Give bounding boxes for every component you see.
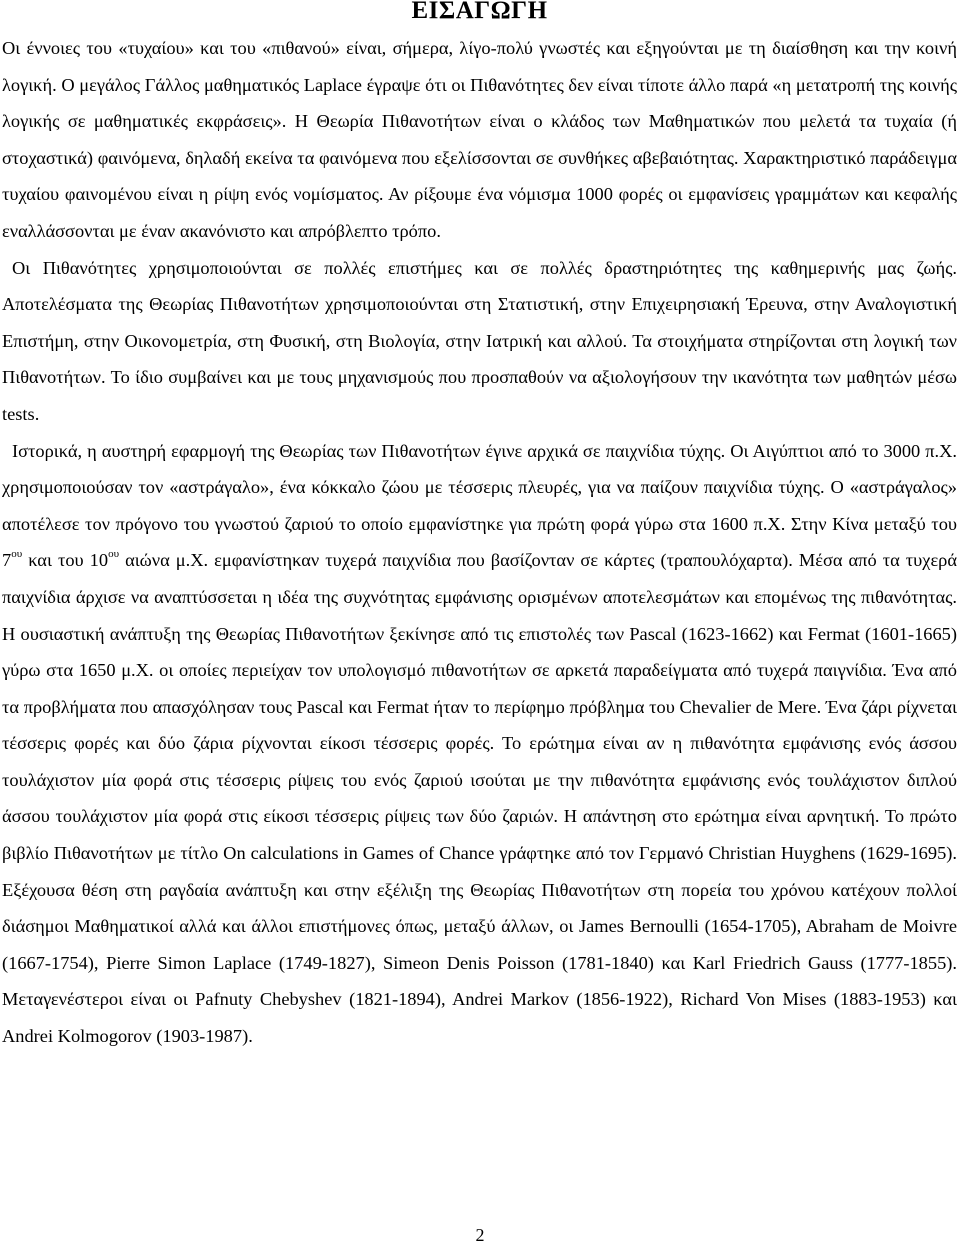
history-text-part-2: και του 10 [22,550,109,571]
ordinal-superscript-10th: ου [108,548,120,561]
document-title: ΕΙΣΑΓΩΓΗ [411,0,548,24]
ordinal-superscript-7th: ου [11,548,23,561]
history-text-part-3: αιώνα μ.Χ. εμφανίστηκαν τυχερά παιχνίδια που βασίζονταν σε κάρτες (τραπουλόχαρτα). Μέσα από τα τυχερά παιχνίδια άρχισε να αναπτύσσεται η ιδέα της συχνότητας εμφάνισης ορισμένων αποτελεσμάτων και επομένως της πιθανότητας. Η ουσιαστική ανάπτυξη της Θεωρίας Πιθανοτήτων ξεκίνησε από τις επιστολές των Pascal (1623-1662) και Fermat (1601-1665) γύρω στα 1650 μ.Χ. οι οποίες περιείχαν τον υπολογισμό πιθανοτήτων σε αρκετά παραδείγματα από τυχερά παιγνίδια. Ένα από τα προβλήματα που απασχόλησαν τους Pascal και Fermat ήταν το περίφημο πρόβλημα του Chevalier de Mere. Ένα ζάρι ρίχνεται τέσσερις φορές και δύο ζάρια ρίχνονται είκοσι τέσσερις φορές. Το ερώτημα είναι αν η πιθανότητα εμφάνισης ενός άσσου τουλάχιστον μία φορά στις τέσσερις ρίψεις του ενός ζαριού ισούται με την πιθανότητα εμφάνισης ενός τουλάχιστον διπλού άσσου τουλάχιστον μία φορά στις είκοσι τέσσερις ρίψεις των δύο ζαριών. Η απάντηση στο ερώτημα είναι αρνητική. Το πρώτο βιβλίο Πιθανοτήτων με τίτλο On calculations in Games of Chance γράφτηκε από τον Γερμανό Christian Huyghens (1629-1695). Εξέχουσα θέση στη ραγδαία ανάπτυξη και στην εξέλιξη της Θεωρίας Πιθανοτήτων στη πορεία του χρόνου κατέχουν πολλοί διάσημοι Μαθηματικοί αλλά και άλλοι επιστήμονες όπως, μεταξύ άλλων, οι James Bernoulli (1654-1705), Abraham de Moivre (1667-1754), Pierre Simon Laplace (1749-1827), Simeon Denis Poisson (1781-1840) και Karl Friedrich Gauss (1777-1855). Μεταγενέστεροι είναι οι Pafnuty Chebyshev (1821-1894), Andrei Markov (1856-1922), Richard Von Mises (1883-1953) και Andrei Kolmogorov (1903-1987). [2,550,957,1047]
document-page [2,0,957,1055]
applications-paragraph: Οι Πιθανότητες χρησιμοποιούνται σε πολλές επιστήμες και σε πολλές δραστηριότητες της καθημερινής μας ζωής. Αποτελέσματα της Θεωρίας Πιθανοτήτων χρησιμοποιούνται στη Στατιστική, στην Επιχειρησιακή Έρευνα, στην Αναλογιστική Επιστήμη, στην Οικονομετρία, στη Φυσική, στη Βιολογία, στην Ιατρική και αλλού. Τα στοιχήματα στηρίζονται στη λογική των Πιθανοτήτων. Το ίδιο συμβαίνει και με τους μηχανισμούς που προσπαθούν να αξιολογήσουν την ικανότητα των μαθητών μέσω tests. [2,257,957,424]
history-text-part-1: Ιστορικά, η αυστηρή εφαρμογή της Θεωρίας των Πιθανοτήτων έγινε αρχικά σε παιχνίδια τύχης. Οι Αιγύπτιοι από το 3000 π.Χ. χρησιμοποιούσαν τον «αστράγαλο», ένα κόκκαλο ζώου με τέσσερις πλευρές, για να παίζουν παιχνίδια τύχης. Ο «αστράγαλος» αποτέλεσε τον πρόγονο του γνωστού ζαριού το οποίο εμφανίστηκε για πρώτη φορά γύρω στα 1600 π.Χ. Στην Κίνα μεταξύ του 7 [2,440,957,571]
history-paragraph [2,433,957,1055]
page-number: 2 [475,1225,485,1245]
intro-paragraph: Οι έννοιες του «τυχαίου» και του «πιθανού» είναι, σήμερα, λίγο-πολύ γνωστές και εξηγούνται με τη διαίσθηση και την κοινή λογική. Ο μεγάλος Γάλλος μαθηματικός Laplace έγραψε ότι οι Πιθανότητες δεν είναι τίποτε άλλο παρά «η μετατροπή της κοινής λογικής σε μαθηματικές εκφράσεις». Η Θεωρία Πιθανοτήτων είναι ο κλάδος των Μαθηματικών που μελετά τα τυχαία (ή στοχαστικά) φαινόμενα, δηλαδή εκείνα τα φαινόμενα που εξελίσσονται σε συνθήκες αβεβαιότητας. Χαρακτηριστικό παράδειγμα τυχαίου φαινομένου είναι η ρίψη ενός νομίσματος. Αν ρίξουμε ένα νόμισμα 1000 φορές οι εμφανίσεις γραμμάτων και κεφαλής εναλλάσσονται με έναν ακανόνιστο και απρόβλεπτο τρόπο. [2,38,957,241]
